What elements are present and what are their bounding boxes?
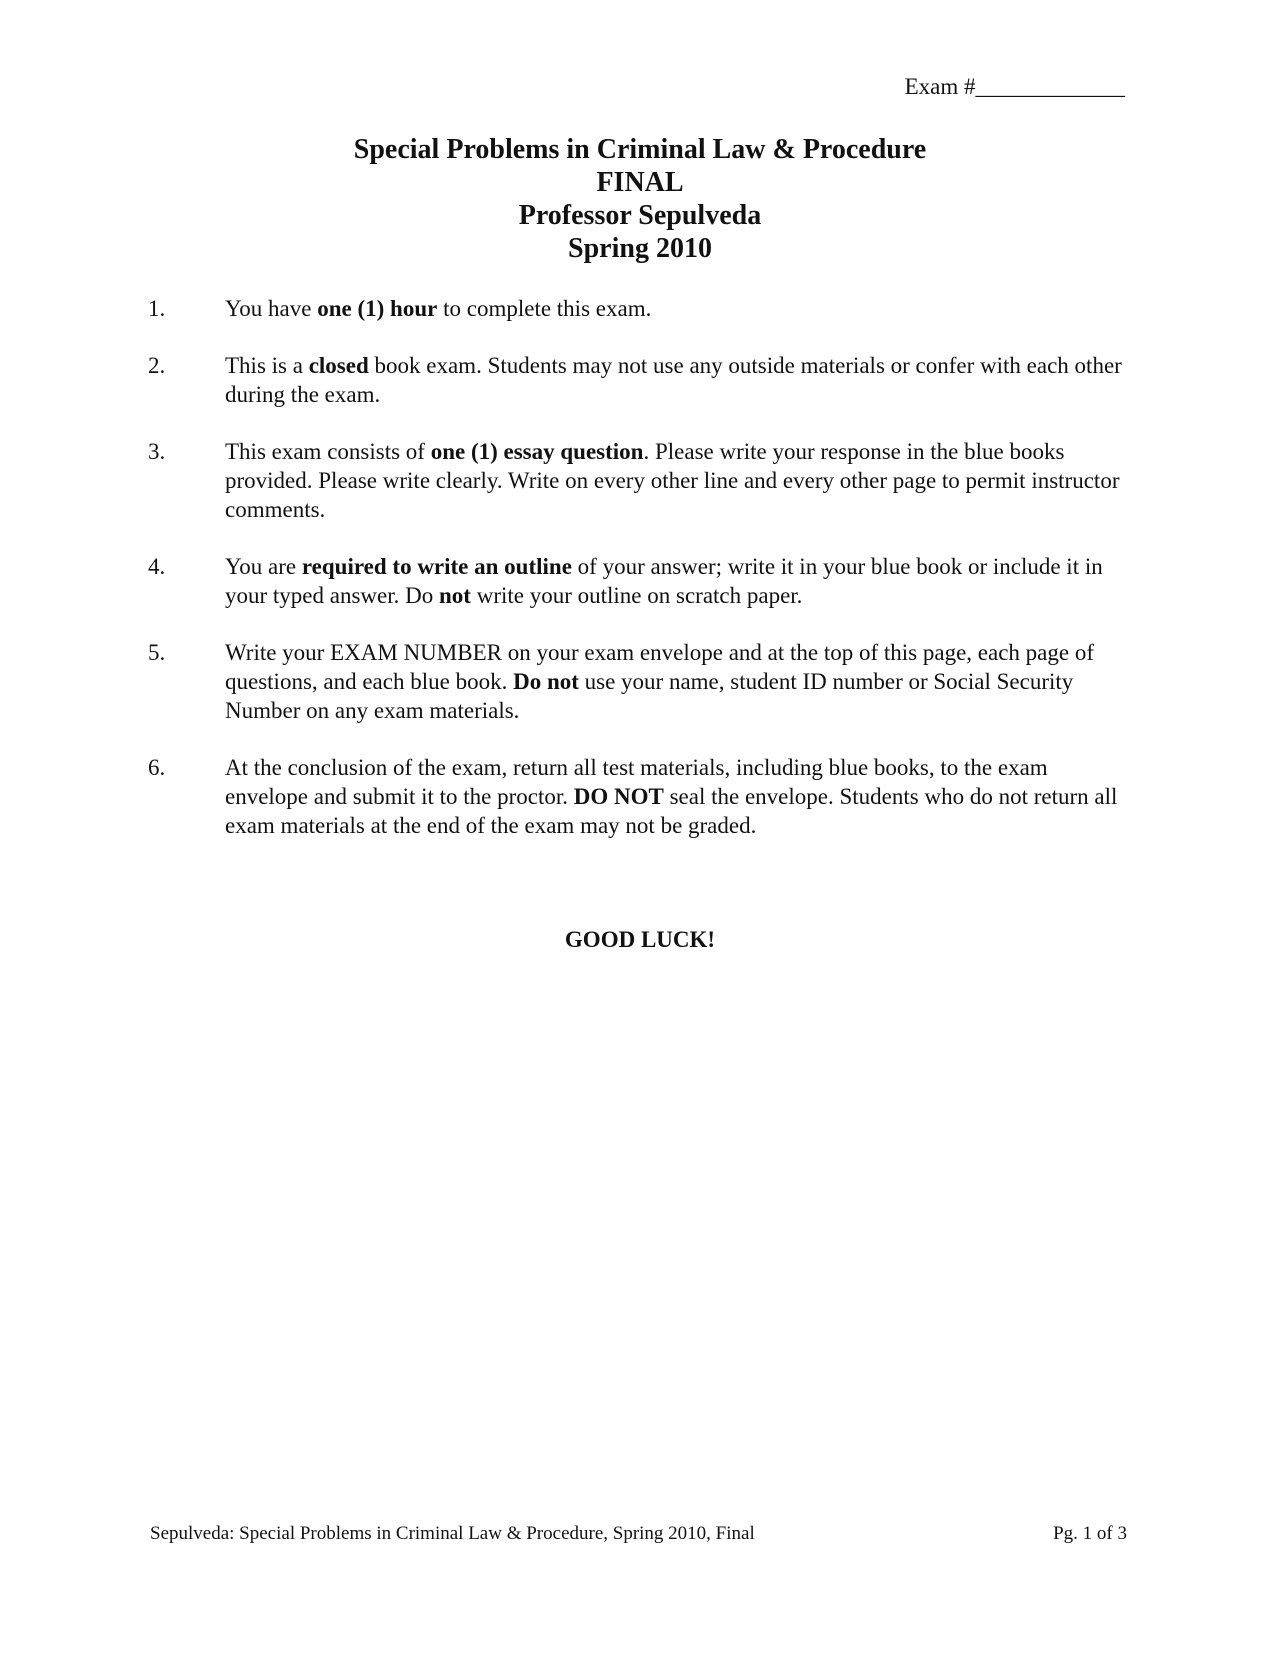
instruction-segment: Write your EXAM NUMBER on your exam envelope and at the top of this page, each page of questions, and each blue book.: [225, 640, 1095, 694]
instruction-item: [0, 351, 1280, 409]
instruction-emphasis: Do not: [513, 669, 579, 694]
instruction-number: 5.: [148, 640, 166, 665]
page-number: Pg. 1 of 3: [1053, 1523, 1127, 1544]
closing-message: GOOD LUCK!: [564, 927, 716, 952]
instruction-item: [0, 437, 1280, 524]
instruction-segment: You are: [225, 554, 302, 579]
instruction-segment: This exam consists of: [225, 439, 431, 464]
instruction-number: 4.: [148, 554, 166, 579]
instruction-segment: . Please write your response in the blue books provided. Please write clearly. Write on every other line and every other page to permit instructor comments.: [225, 439, 1120, 522]
instruction-text: [225, 638, 1125, 725]
instruction-segment: of your answer; write it in your blue book or include it in your typed answer. Do: [225, 554, 1103, 608]
instruction-segment: seal the envelope. Students who do not return all exam materials at the end of the exam may not be graded.: [225, 784, 1118, 838]
instruction-segment: At the conclusion of the exam, return all test materials, including blue books, to the exam envelope and submit it to the proctor.: [225, 755, 1048, 809]
instruction-item: [0, 753, 1280, 840]
course-title: Special Problems in Criminal Law & Procedure: [353, 134, 927, 165]
document-title: [0, 133, 1280, 265]
instruction-text: [225, 294, 1125, 323]
instruction-number: 2.: [148, 353, 166, 378]
instruction-segment: to complete this exam.: [437, 296, 652, 321]
instruction-item: [0, 638, 1280, 725]
instruction-segment: This is a: [225, 353, 309, 378]
instruction-emphasis: required to write an outline: [301, 554, 572, 579]
exam-number-field: Exam #_____________: [904, 74, 1125, 99]
instruction-text: [225, 753, 1125, 840]
instruction-segment: You have: [225, 296, 318, 321]
instruction-item: [0, 294, 1280, 323]
instruction-emphasis: one (1) essay question: [430, 439, 644, 464]
instruction-item: [0, 552, 1280, 610]
instruction-segment: use your name, student ID number or Social Security Number on any exam materials.: [225, 669, 1074, 723]
instruction-text: [225, 437, 1125, 524]
instruction-number: 3.: [148, 439, 166, 464]
instruction-emphasis: closed: [308, 353, 369, 378]
instructions-list: [0, 294, 1280, 868]
exam-type: FINAL: [596, 167, 684, 198]
instruction-text: [225, 351, 1125, 409]
instruction-text: [225, 552, 1125, 610]
instruction-emphasis: DO NOT: [573, 784, 664, 809]
instruction-segment: write your outline on scratch paper.: [470, 583, 803, 608]
instruction-emphasis: one (1) hour: [317, 296, 438, 321]
instruction-number: 1.: [148, 296, 166, 321]
footer-document-info: Sepulveda: Special Problems in Criminal Law & Procedure, Spring 2010, Final: [150, 1523, 755, 1544]
exam-term: Spring 2010: [568, 233, 712, 264]
instruction-number: 6.: [148, 755, 166, 780]
professor-name: Professor Sepulveda: [518, 200, 762, 231]
instruction-segment: book exam. Students may not use any outside materials or confer with each other during the exam.: [225, 353, 1122, 407]
instruction-emphasis: not: [439, 583, 471, 608]
